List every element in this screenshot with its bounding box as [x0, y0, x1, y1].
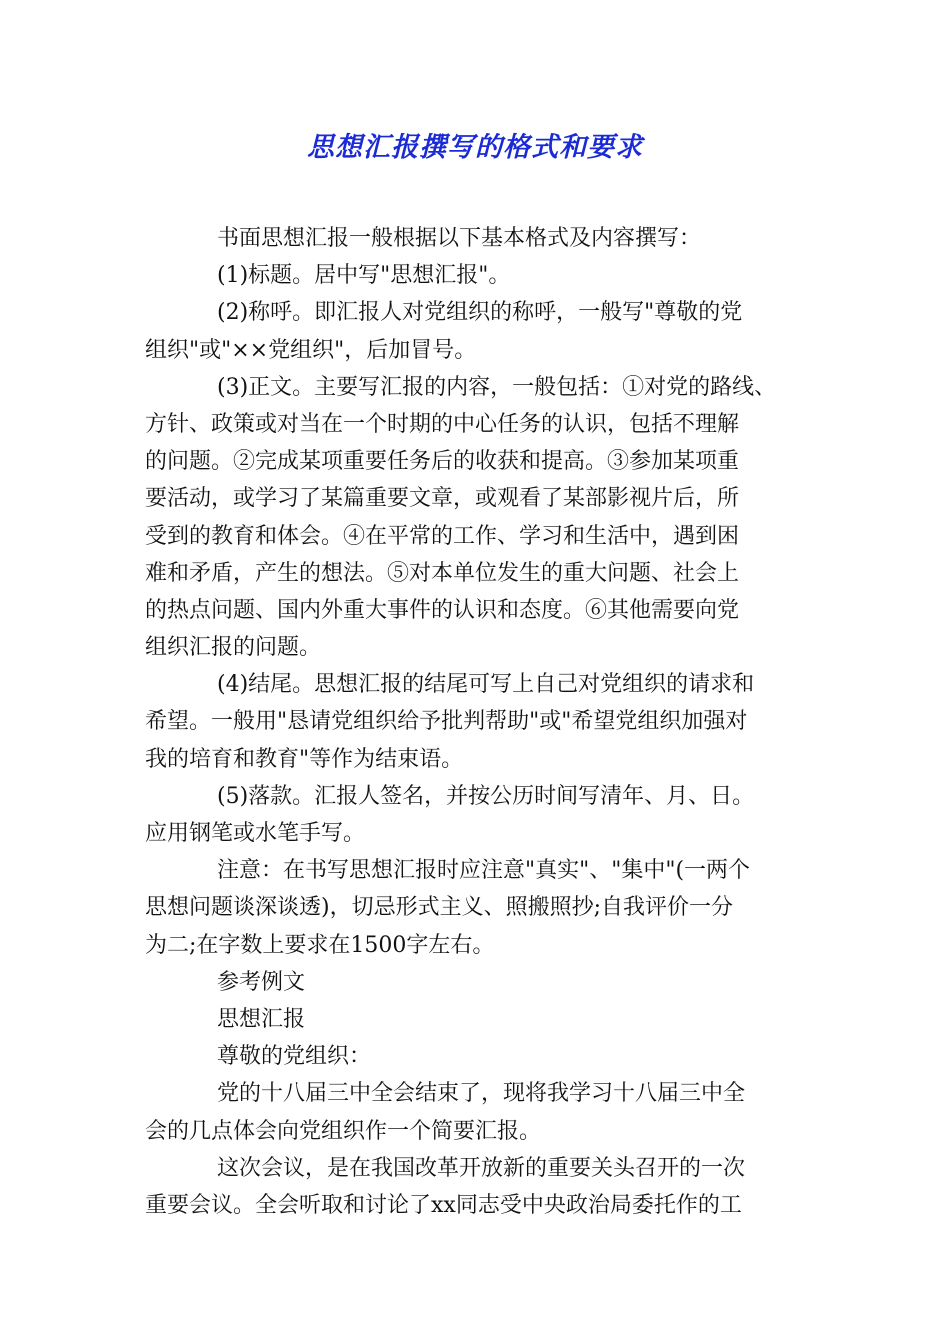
paragraph-line: 希望。一般用"恳请党组织给予批判帮助"或"希望党组织加强对 — [145, 709, 748, 735]
paragraph-first-line: 注意：在书写思想汇报时应注意"真实"、"集中"(一两个 — [217, 858, 751, 884]
paragraph-line: 的问题。②完成某项重要任务后的收获和提高。③参加某项重 — [145, 449, 740, 475]
paragraph-first-line: (2)称呼。即汇报人对党组织的称呼，一般写"尊敬的党 — [217, 300, 743, 326]
paragraph-first-line: 参考例文 — [217, 969, 306, 995]
paragraph-line: 受到的教育和体会。④在平常的工作、学习和生活中，遇到困 — [145, 523, 740, 549]
paragraph-line: 组织汇报的问题。 — [145, 635, 322, 661]
paragraph-line: 思想问题谈深谈透)，切忌形式主义、照搬照抄;自我评价一分 — [145, 895, 733, 921]
paragraph-first-line: (1)标题。居中写"思想汇报"。 — [217, 263, 511, 289]
paragraph-first-line: 尊敬的党组织： — [217, 1044, 372, 1070]
paragraph-line: 要活动，或学习了某篇重要文章，或观看了某部影视片后，所 — [145, 486, 740, 512]
paragraph-first-line: 思想汇报 — [217, 1006, 306, 1032]
paragraph-line: 方针、政策或对当在一个时期的中心任务的认识，包括不理解 — [145, 411, 740, 437]
paragraph-first-line: 这次会议，是在我国改革开放新的重要关头召开的一次 — [217, 1155, 746, 1181]
paragraph-line: 难和矛盾，产生的想法。⑤对本单位发生的重大问题、社会上 — [145, 560, 740, 586]
paragraph-line: 我的培育和教育"等作为结束语。 — [145, 746, 464, 772]
paragraph-line: 组织"或"××党组织"，后加冒号。 — [145, 337, 477, 363]
paragraph-line: 为二;在字数上要求在1500字左右。 — [145, 932, 495, 958]
document-body — [145, 220, 800, 1224]
paragraph-line: 的热点问题、国内外重大事件的认识和态度。⑥其他需要向党 — [145, 597, 740, 623]
paragraph-line: 重要会议。全会听取和讨论了xx同志受中央政治局委托作的工 — [145, 1192, 742, 1218]
paragraph-first-line: (4)结尾。思想汇报的结尾可写上自己对党组织的请求和 — [217, 672, 755, 698]
paragraph-first-line: 党的十八届三中全会结束了，现将我学习十八届三中全 — [217, 1081, 746, 1107]
paragraph-line: 会的几点体会向党组织作一个简要汇报。 — [145, 1118, 542, 1144]
paragraph-first-line: 书面思想汇报一般根据以下基本格式及内容撰写： — [217, 226, 702, 251]
paragraph-first-line: (3)正文。主要写汇报的内容，一般包括：①对党的路线、 — [217, 374, 777, 400]
document-title: 思想汇报撰写的格式和要求 — [307, 132, 643, 163]
paragraph-first-line: (5)落款。汇报人签名，并按公历时间写清年、月、日。 — [217, 783, 755, 809]
paragraph-line: 应用钢笔或水笔手写。 — [145, 821, 366, 846]
